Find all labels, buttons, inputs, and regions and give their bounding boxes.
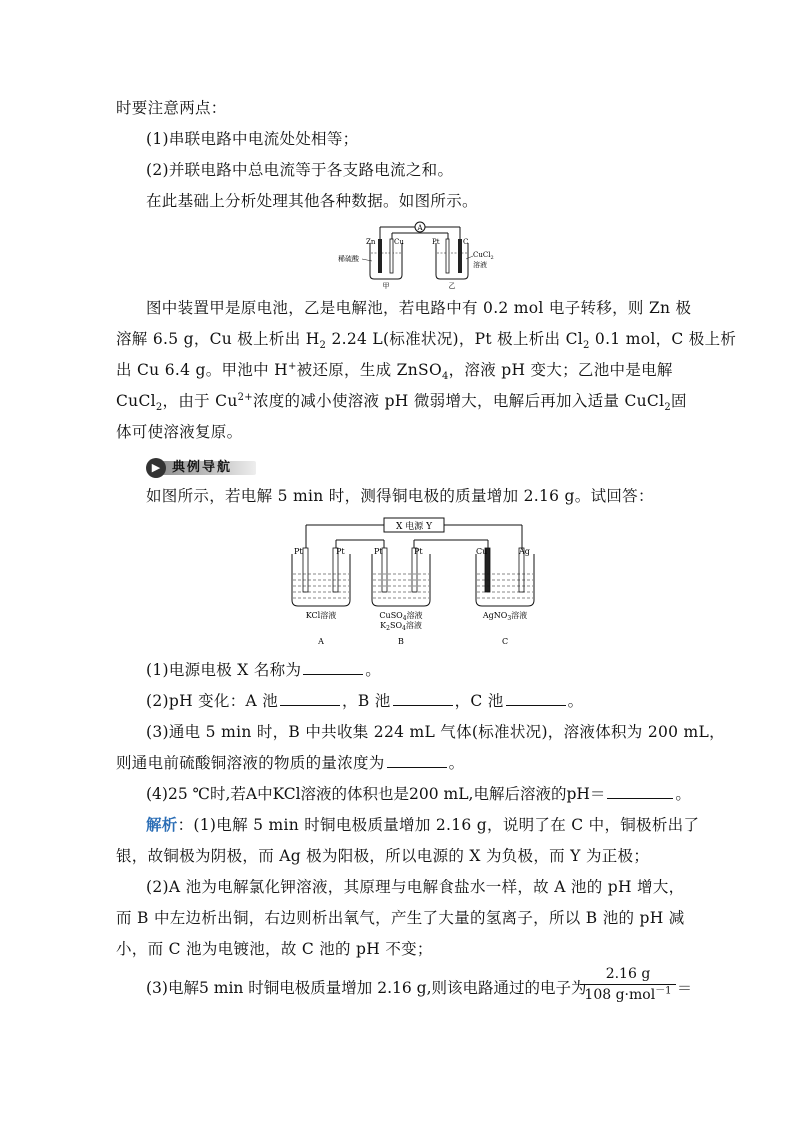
intro-point-2: (2)并联电路中总电流等于各支路电流之和。 [146, 161, 454, 179]
question-3-line-1: (3)通电 5 min 时，B 中共收集 224 mL 气体(标准状况)，溶液体积为 200 mL， [146, 723, 725, 741]
figure-cell-diagram [336, 219, 496, 291]
example-stem: 如图所示，若电解 5 min 时，测得铜电极的质量增加 2.16 g。试回答： [146, 487, 654, 505]
analysis-line-2: 银，故铜极为阴极，而 Ag 极为阳极，所以电源的 X 为负极，而 Y 为正极； [116, 847, 650, 865]
label-c: C [463, 238, 469, 246]
c-right-label: Ag [519, 547, 530, 556]
pt-electrode [446, 239, 449, 273]
label-acid: 稀硫酸 [338, 255, 359, 263]
fraction-numerator: 2.16 g [580, 964, 676, 985]
figure-series-cells [286, 514, 546, 650]
label-cu: Cu [394, 238, 404, 246]
answer-blank [506, 691, 566, 706]
label-yi: 乙 [448, 282, 456, 290]
c-electrode [458, 239, 462, 273]
a-right-label: Pt [336, 547, 345, 556]
b-left-label: Pt [374, 547, 383, 556]
analysis-line-6: (3)电解5 min 时铜电极质量增加 2.16 g,则该电路通过的电子为 [146, 979, 587, 997]
question-2: (2)pH 变化：A 池 ，B 池 ，C 池 。 [146, 692, 584, 710]
fraction-denominator: 108 g·mol$^{-1}$ [584, 985, 672, 1003]
label-solution: 溶液 [473, 261, 487, 269]
question-3-line-2: 则通电前硫酸铜溶液的物质的量浓度为 。 [116, 754, 465, 772]
question-1: (1)电源电极 X 名称为 。 [146, 661, 382, 679]
ammeter-label: A [417, 224, 423, 232]
analysis-label: 解析 [146, 815, 178, 834]
label-jia: 甲 [382, 282, 390, 290]
a-solution-label: KCl溶液 [305, 611, 337, 620]
label-zn: Zn [366, 238, 376, 246]
intro-lead: 时要注意两点： [116, 99, 227, 117]
c-solution-label: AgNO$_3$溶液 [482, 611, 528, 622]
power-source-label: X 电源 Y [395, 522, 433, 532]
answer-blank [607, 784, 673, 799]
answer-blank [387, 753, 447, 768]
question-4: (4)25 ℃时,若A中KCl溶液的体积也是200 mL,电解后溶液的pH＝ 。 [146, 785, 691, 803]
analysis-line-4: 而 B 中左边析出铜，右边则析出氧气，产生了大量的氢离子，所以 B 池的 pH 减 [116, 909, 685, 927]
explain-line-2: 溶解 6.5 g，Cu 极上析出 $H_2$ 2.24 L(标准状况)，Pt 极上析出 $Cl_2$ 0.1 mol，C 极上析 [116, 330, 737, 352]
intro-point-3: 在此基础上分析处理其他各种数据。如图所示。 [146, 192, 478, 210]
electron-fraction [580, 964, 676, 1005]
label-cucl2: CuCl$_2$ [473, 251, 494, 261]
intro-point-1: (1)串联电路中电流处处相等； [146, 130, 359, 148]
explain-line-1: 图中装置甲是原电池，乙是电解池，若电路中有 0.2 mol 电子转移，则 Zn 极 [146, 299, 692, 317]
cu-electrode [390, 239, 393, 273]
b-solution-label-1: CuSO$_4$溶液 [379, 611, 423, 622]
b-solution-label-2: $K_2SO_4$溶液 [380, 621, 422, 632]
answer-blank [303, 660, 363, 675]
explain-line-4: CuCl$_2$，由于 $Cu^{2+}$浓度的减小使溶液 pH 微弱增大，电解后再加入适量 CuCl$_2$固 [116, 391, 687, 414]
answer-blank [280, 691, 340, 706]
a-left-label: Pt [294, 547, 303, 556]
banner-label: 典例导航 [172, 460, 233, 475]
b-right-label: Pt [414, 547, 423, 556]
equals-sign: ＝ [677, 979, 693, 997]
zn-electrode [378, 239, 382, 273]
answer-blank [393, 691, 453, 706]
cell-a-label: A [318, 637, 324, 646]
cell-b-label: B [398, 637, 404, 646]
analysis-line-3: (2)A 池为电解氯化钾溶液，其原理与电解食盐水一样，故 A 池的 pH 增大， [146, 878, 685, 896]
explain-line-5: 体可使溶液复原。 [116, 423, 243, 441]
play-arrow-icon: ▶ [146, 458, 166, 478]
label-pt: Pt [432, 238, 440, 246]
cell-c-label: C [501, 637, 509, 646]
explain-line-3: 出 Cu 6.4 g。甲池中 H+被还原，生成 ZnSO$_4$，溶液 pH 变大；乙池中是电解 [116, 360, 673, 383]
c-left-label: Cu [476, 547, 488, 556]
analysis-line-1: 解析：(1)电解 5 min 时铜电极质量增加 2.16 g，说明了在 C 中，铜极析出了 [146, 815, 700, 834]
section-banner [146, 458, 256, 478]
analysis-line-5: 小，而 C 池为电镀池，故 C 池的 pH 不变； [116, 940, 433, 958]
